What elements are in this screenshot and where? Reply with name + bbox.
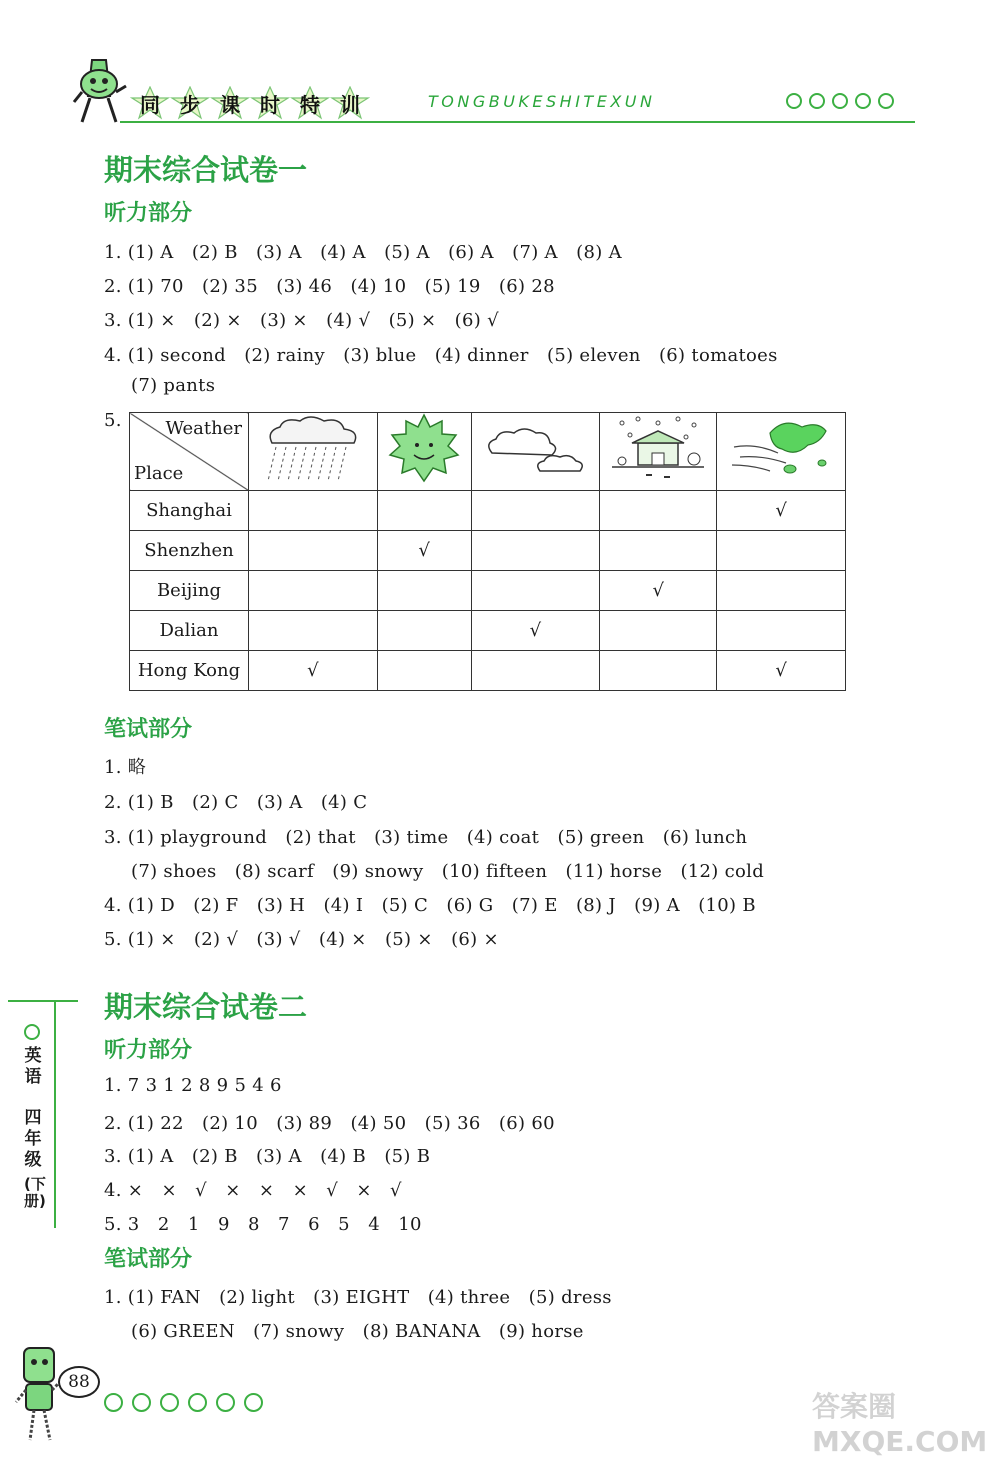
mark-cell (471, 491, 600, 531)
question-number: 5. (104, 410, 122, 431)
wind-icon (717, 413, 846, 491)
side-vertical-line (54, 1000, 56, 1228)
exam1-title: 期末综合试卷一 (104, 153, 308, 187)
title-char: 步 (180, 92, 200, 117)
mark-cell (717, 531, 846, 571)
table-row (130, 571, 846, 611)
title-star (330, 86, 370, 120)
header-divider (120, 121, 915, 123)
circle-icon (809, 93, 825, 109)
place-cell: Hong Kong (130, 651, 249, 691)
mark-cell: √ (471, 611, 600, 651)
answer-line: 2. (1) 70 (2) 35 (3) 46 (4) 10 (5) 19 (6) 28 (104, 276, 555, 297)
mark-cell (249, 571, 378, 611)
table-row (130, 611, 846, 651)
side-volume-text: (下册) (24, 1175, 46, 1210)
mark-cell (471, 651, 600, 691)
side-volume (18, 1176, 48, 1210)
answer-line: 3. (1) × (2) × (3) × (4) √ (5) × (6) √ (104, 310, 499, 331)
answer-line: 5. 3 2 1 9 8 7 6 5 4 10 (104, 1214, 422, 1235)
circle-icon (855, 93, 871, 109)
answer-line: 1. (1) A (2) B (3) A (4) A (5) A (6) A (7) A (8) A (104, 242, 622, 263)
table-row (130, 531, 846, 571)
title-char: 同 (140, 92, 160, 117)
answer-line: 2. (1) 22 (2) 10 (3) 89 (4) 50 (5) 36 (6) 60 (104, 1113, 555, 1134)
circle-icon (216, 1393, 235, 1412)
title-star (170, 86, 210, 120)
header-title-en: TONGBUKESHITEXUN (428, 92, 656, 111)
circle-icon (132, 1393, 151, 1412)
rain-cloud-icon (249, 413, 378, 491)
mark-cell (600, 611, 717, 651)
circle-icon (160, 1393, 179, 1412)
mark-cell (717, 571, 846, 611)
corner-place-label: Place (134, 462, 184, 484)
answer-line: 4. × × √ × × × √ × √ (104, 1180, 402, 1201)
mark-cell (249, 491, 378, 531)
side-divider (8, 1000, 78, 1002)
title-star (290, 86, 330, 120)
mark-cell (377, 611, 471, 651)
title-char: 时 (260, 92, 280, 117)
mark-cell (600, 531, 717, 571)
circle-icon (832, 93, 848, 109)
snow-house-icon (600, 413, 717, 491)
circle-icon (878, 93, 894, 109)
circle-icon (24, 1024, 40, 1040)
mascot-icon (72, 56, 128, 136)
title-char: 训 (340, 92, 360, 117)
answer-line: 4. (1) D (2) F (3) H (4) I (5) C (6) G (7) E (8) J (9) A (10) B (104, 895, 756, 916)
exam1-listening-title: 听力部分 (104, 201, 193, 226)
sun-icon (377, 413, 471, 491)
mark-cell (600, 491, 717, 531)
answer-line: 3. (1) A (2) B (3) A (4) B (5) B (104, 1146, 431, 1167)
mark-cell: √ (377, 531, 471, 571)
title-char: 特 (300, 92, 320, 117)
title-star (130, 86, 170, 120)
corner-weather-label: Weather (165, 417, 242, 439)
mark-cell (249, 611, 378, 651)
exam1-writing-title: 笔试部分 (104, 717, 193, 742)
place-cell: Shenzhen (130, 531, 249, 571)
place-cell: Dalian (130, 611, 249, 651)
answer-line: 3. (1) playground (2) that (3) time (4) coat (5) green (6) lunch (104, 827, 748, 848)
table-row (130, 651, 846, 691)
cloud-icon (471, 413, 600, 491)
header-title (130, 86, 370, 120)
answer-line: (7) shoes (8) scarf (9) snowy (10) fifteen (11) horse (12) cold (131, 861, 765, 882)
corner-cell (130, 413, 249, 491)
exam2-listening-title: 听力部分 (104, 1038, 193, 1063)
side-subject (18, 1046, 48, 1088)
answer-line: 4. (1) second (2) rainy (3) blue (4) dinner (5) eleven (6) tomatoes (104, 345, 778, 366)
place-cell: Shanghai (130, 491, 249, 531)
footer-circles (104, 1393, 263, 1412)
mark-cell: √ (249, 651, 378, 691)
exam2-writing-title: 笔试部分 (104, 1247, 193, 1272)
answer-line: 5. (1) × (2) √ (3) √ (4) × (5) × (6) × (104, 929, 499, 950)
exam2-title: 期末综合试卷二 (104, 990, 308, 1024)
mark-cell (377, 491, 471, 531)
title-char: 课 (220, 92, 240, 117)
mark-cell: √ (717, 651, 846, 691)
page-number: 88 (58, 1366, 100, 1398)
circle-icon (104, 1393, 123, 1412)
answer-line: 1. 略 (104, 757, 147, 778)
answer-line: 1. (1) FAN (2) light (3) EIGHT (4) three (5) dress (104, 1287, 612, 1308)
mark-cell (471, 571, 600, 611)
answer-line: 2. (1) B (2) C (3) A (4) C (104, 792, 368, 813)
watermark: 答案圈 MXQE.COM (812, 1390, 988, 1458)
side-subject-text: 英语 (24, 1046, 42, 1087)
header-circles (786, 93, 894, 109)
mark-cell: √ (600, 571, 717, 611)
mark-cell (471, 531, 600, 571)
mark-cell (377, 571, 471, 611)
title-star (210, 86, 250, 120)
answer-line: 1. 7 3 1 2 8 9 5 4 6 (104, 1075, 282, 1096)
title-star (250, 86, 290, 120)
mark-cell (377, 651, 471, 691)
place-cell: Beijing (130, 571, 249, 611)
mark-cell (249, 531, 378, 571)
circle-icon (786, 93, 802, 109)
mark-cell (717, 611, 846, 651)
circle-icon (188, 1393, 207, 1412)
table-header-row (130, 413, 846, 491)
robot-mascot-icon (12, 1340, 72, 1452)
answer-line: (6) GREEN (7) snowy (8) BANANA (9) horse (131, 1321, 584, 1342)
answer-line: (7) pants (131, 375, 216, 396)
side-grade (18, 1108, 48, 1171)
mark-cell: √ (717, 491, 846, 531)
weather-table (129, 412, 846, 691)
table-row (130, 491, 846, 531)
side-grade-text: 四年级 (24, 1108, 42, 1170)
mark-cell (600, 651, 717, 691)
circle-icon (244, 1393, 263, 1412)
